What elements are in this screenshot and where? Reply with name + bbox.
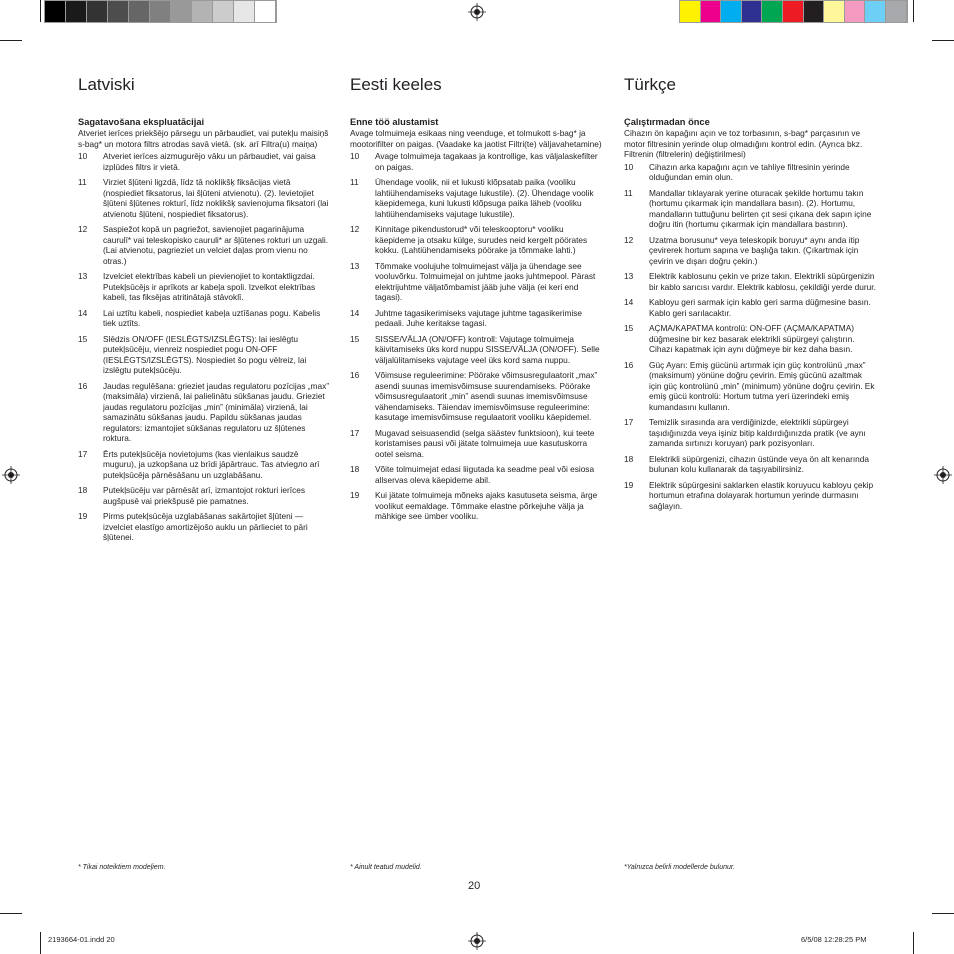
color-swatch [865,1,886,22]
step-text: AÇMA/KAPATMA kontrolü: ON-OFF (AÇMA/KAPATMA) düğmesine bir kez basarak elektrikli süpürgeyi çalıştırın. Cihazı kapatmak için aynı düğmeye bir kez daha basın. [649,323,855,354]
step-number: 14 [78,307,88,318]
step-text: Temizlik sırasında ara verdiğinizde, elektrikli süpürgeyi taşıdığınızda veya işiniz bitip kaldırdığınızda pratik (ve aynı zamanda sırtınızı koruyan) park pozisyonları. [649,417,866,448]
color-swatch [255,1,276,22]
color-swatch [213,1,234,22]
step-text: Pirms putekļsūcēja uzglabāšanas sakārtojiet šļūteni — izvelciet elastīgo amortizējošo auklu un pārlieciet to pāri šļūtenei. [103,511,308,542]
step-number: 12 [78,224,88,234]
step-text: Kui jätate tolmuimeja mõneks ajaks kasutuseta seisma, ärge voolikut eemaldage. Tõmmake elastne põrkejuhe välja ja mähkige see ümber vooliku. [375,490,598,521]
step-item [78,511,330,543]
step-number: 15 [624,323,634,333]
step-item [624,271,876,292]
color-swatch [721,1,742,22]
step-text: Uzatma borusunu* veya teleskopik boruyu* aynı anda itip çevirerek hortum sapına ve başlığa takın. (Çıkartmak için çevirin ve dışarı doğru çekin.) [649,234,860,266]
section-title: Enne töö alustamist [350,117,439,127]
step-text: Ühendage voolik, nii et lukusti klõpsatab paika (vooliku lahtiühendamiseks vajutage lukustile). (2). Ühendage voolik käepidemega, kuni lukusti klõpsuga paika läheb (vooliku lahtiühendamiseks vajutage lukustile). [375,177,594,219]
step-item [624,297,876,318]
step-item [350,334,602,366]
step-number: 18 [350,464,360,474]
step-text: Mandallar tıklayarak yerine oturacak şekilde hortumu takın (hortumu çıkarmak için mandallara basın). (2). Hortumu, mandalların tuttuğunu belirten çıt sesi çıkana dek sapın içine doğru itin (hortumu çıkarmak için mandallara bastırın). [649,187,872,229]
step-text: Jaudas regulēšana: grieziet jaudas regulatoru pozīcijas „max” (maksimāla) virzienā, lai palielinātu sūkšanas jaudu. Grieziet jaudas regulatoru pozīcijas „min” (minimāla) virzienā, lai samazinātu sūkšanas jaudu. Papildu sūkšanas jaudas regulators: izmantojiet sūkšanas regulatoru uz šļūtenes roktura. [103,380,329,443]
color-swatch [804,1,825,22]
step-text: Lai uztītu kabeli, nospiediet kabeļa uztīšanas pogu. Kabelis tiek uztīts. [103,307,321,328]
intro-paragraph: Avage tolmuimeja esikaas ning veenduge, et tolmukott s-bag* ja mootorifilter on paigas. (Vaadake ka jaotist Filtri(te) väljavahetamine) [350,128,602,149]
step-item [350,224,602,256]
step-item [78,485,330,506]
step-number: 18 [624,453,634,464]
step-item [624,188,876,230]
step-item [624,454,876,475]
step-item [350,428,602,460]
grayscale-color-bar [44,0,277,23]
step-item [78,334,330,376]
language-heading: Türkçe [624,75,676,94]
color-swatch [129,1,150,22]
crop-mark [913,0,914,22]
step-text: Kinnitage pikendustorud* või teleskooptoru* vooliku käepideme ja otsaku külge, surudes neid kergelt pöörates kokku. (Lahtiühendamiseks pöörake ja tõmmake lahti.) [375,224,588,255]
step-text: Ērts putekļsūcēja novietojums (kas vienlaikus saudzē muguru), ja uzkopšana uz brīdi jāpārtrauc. Tas atviegло arī putekļsūcēja pārnēsāšanu un uzglabāšanu. [103,448,320,480]
intro-paragraph: Cihazın ön kapağını açın ve toz torbasının, s-bag* parçasının ve motor filtresinin yerinde olup olmadığını kontrol edin. (Ayrıca bkz. Filtrenin (filtrelerin) değiştirilmesi) [624,128,863,159]
color-swatch [150,1,171,22]
color-swatch [680,1,701,22]
step-number: 16 [624,359,634,370]
step-item [624,235,876,267]
step-number: 13 [624,271,634,281]
step-item [350,261,602,303]
step-number: 13 [78,271,88,281]
step-number: 16 [78,380,88,391]
step-text: Elektrik süpürgesini saklarken elastik koruyucu kabloyu çekip hortumun etrafına dolayarak hortumun yerinde durmasını sağlayın. [649,479,874,511]
crop-mark [932,40,954,41]
step-item [624,480,876,512]
step-list [624,162,876,512]
color-swatch [886,1,907,22]
step-text: Güç Ayarı: Emiş gücünü artırmak için güç kontrolünü „max” (maksimum) yönüne doğru çevirin. Emiş gücünü azaltmak için güç kontrolünü „min” (minimum) yönüne doğru çevirin. Ek emiş gücü kontrolü: Hortum tutma yeri üzerindeki emiş kumandasını kullanın. [649,359,875,412]
step-number: 12 [350,224,360,234]
step-text: Kabloyu geri sarmak için kablo geri sarma düğmesine basın. Kablo geri sarılacaktır. [649,297,871,318]
column-latvian [78,75,330,548]
step-item [78,449,330,481]
step-text: Slēdzis ON/OFF (IESLĒGTS/IZSLĒGTS): lai ieslēgtu putekļsūcēju, vienreiz nospiediet pogu ON-OFF (IESLĒGTS/IZSLĒGTS). Nospiediet šo pogu vēlreiz, lai izslēgtu putekļsūcēju. [103,333,307,375]
step-item [350,308,602,329]
step-number: 10 [350,151,360,161]
step-number: 17 [350,427,360,438]
step-text: Elektrik kablosunu çekin ve prize takın. Elektrikli süpürgenizin bir kablo sarıcısı vardır. Elektrik kablosu, çekildiği yerde durur. [649,271,876,292]
color-swatch [192,1,213,22]
step-number: 13 [350,260,360,271]
color-swatch [783,1,804,22]
registration-mark-icon [934,466,952,484]
color-swatch [742,1,763,22]
page-number: 20 [468,880,481,892]
process-color-bar [679,0,908,23]
step-number: 10 [624,161,634,172]
intro-paragraph: Atveriet ierīces priekšējo pārsegu un pārbaudiet, vai putekļu maisiņš s-bag* un motora filtrs atrodas savā vietā. (sk. arī Filtra(u) maiņa) [78,128,329,149]
step-text: Mugavad seisuasendid (selga säästev funktsioon), kui teete koristamises pausi või jätate tolmuimeja uue kasutuskorra ootel seisma. [375,427,595,459]
step-text: Avage tolmuimeja tagakaas ja kontrollige, kas väljalaskefilter on paigas. [375,151,598,172]
step-text: Saspiežot kopā un pagriežot, savienojiet pagarinājuma caurulī* vai teleskopisko cauruli* ar šļūtenes rokturi un uzgali. (Lai atvienotu, pagrieziet un velciet daļas prom vienu no otras.) [103,224,329,266]
step-number: 19 [78,511,88,521]
crop-mark [913,932,914,954]
step-item [350,177,602,219]
step-item [78,271,330,303]
step-item [78,308,330,329]
step-number: 14 [350,307,360,318]
section-title: Çalıştırmadan önce [624,117,710,127]
step-number: 19 [624,479,634,490]
step-text: SISSE/VÄLJA (ON/OFF) kontroll: Vajutage tolmuimeja käivitamiseks üks kord nuppu SISSE/VÄLJA (ON/OFF). Selle väljalülitamiseks vajutage veel üks kord sama nuppu. [375,333,600,365]
crop-mark [932,913,954,914]
step-item [78,177,330,219]
step-item [350,151,602,172]
step-number: 12 [624,234,634,245]
language-heading: Latviski [78,75,135,94]
registration-mark-icon [2,466,20,484]
step-text: Cihazın arka kapağını açın ve tahliye filtresinin yerinde olduğundan emin olun. [649,161,850,182]
color-swatch [234,1,255,22]
crop-mark [0,40,22,41]
step-item [350,490,602,522]
color-swatch [845,1,866,22]
step-text: Izvelciet elektrības kabeli un pievienojiet to kontaktligzdai. Putekļsūcējs ir aprīkots ar kabeļa spoli. Izvelkot elektrības kabeli, tas fiksējas atritinātajā stāvoklī. [103,271,316,302]
step-item [624,323,876,355]
language-heading: Eesti keeles [350,75,442,94]
column-estonian [350,75,602,527]
color-swatch [762,1,783,22]
step-text: Võimsuse reguleerimine: Pöörake võimsusregulaatorit „max” asendi suunas imemisvõimsuse suurendamiseks. Pöörake võimsusregulaatorit „min” asendi suunas imemisvõimsuse vähendamiseks. Täiendav imemisvõimsuse reguleerimine: kasutage imemisvõimsuse regulaatorit vooliku käepidemel. [375,370,598,422]
color-swatch [66,1,87,22]
step-number: 15 [78,333,88,344]
step-number: 11 [78,177,87,187]
color-swatch [824,1,845,22]
step-text: Juhtme tagasikerimiseks vajutage juhtme tagasikerimise pedaali. Juhe keritakse tagasi. [375,307,583,328]
step-item [624,162,876,183]
column-turkish [624,75,876,516]
footnote: *Yalnızca belirli modellerde bulunur. [624,864,735,871]
crop-mark [40,0,41,22]
step-item [624,417,876,449]
step-item [78,151,330,172]
crop-mark [0,913,22,914]
color-swatch [171,1,192,22]
step-item [78,381,330,444]
step-item [78,224,330,266]
slug-timestamp: 6/5/08 12:28:25 PM [801,935,867,944]
step-text: Virziet šļūteni ligzdā, līdz tā noklikšķ fiksācijas vietā (nospiediet fiksatorus, lai šļūteni atvienotu). (2). Ievietojiet šļūteni šļūtenes rokturī, līdz noklikšķ savienojuma fiksatori (lai atvienotu šļūteni, nospiediet fiksatorus). [103,177,329,219]
crop-mark [40,932,41,954]
step-number: 11 [350,177,359,187]
step-text: Elektrikli süpürgenizi, cihazın üstünde veya ön alt kenarında bulunan kolu kullanarak da taşıyabilirsiniz. [649,453,869,474]
slug-file-info: 2193664-01.indd 20 [48,935,115,944]
color-swatch [45,1,66,22]
step-item [350,464,602,485]
registration-mark-icon [468,932,486,950]
footnote: * Tikai noteiktiem modeļiem. [78,864,166,871]
step-list [78,151,330,543]
step-text: Atveriet ierīces aizmugurējo vāku un pārbaudiet, vai gaisa izplūdes filtrs ir vietā. [103,151,316,172]
step-list [350,151,602,522]
step-text: Tõmmake voolujuhe tolmuimejast välja ja ühendage see vooluvõrku. Tolmuimejal on juhtme jaoks juhtmepool. Pärast elektrijuhtme väljatõmbamist jääb juhe välja (ei keri end tagasi). [375,260,596,302]
step-number: 18 [78,485,88,495]
color-swatch [701,1,722,22]
step-item [350,370,602,423]
step-number: 17 [624,417,634,427]
step-number: 16 [350,370,360,380]
color-swatch [108,1,129,22]
step-number: 17 [78,448,88,459]
section-title: Sagatavošana ekspluatācijai [78,117,205,127]
step-number: 19 [350,490,360,500]
step-item [624,360,876,413]
step-number: 10 [78,151,88,161]
color-swatch [87,1,108,22]
footnote: * Ainult teatud mudelid. [350,864,422,871]
registration-mark-icon [468,3,486,21]
step-text: Võite tolmuimejat edasi liigutada ka seadme peal või esiosa allservas oleva käepideme abil. [375,464,595,485]
step-text: Putekļsūcēju var pārnēsāt arī, izmantojot rokturi ierīces augšpusē vai priekšpusē pie pamatnes. [103,485,305,506]
step-number: 15 [350,333,360,344]
step-number: 14 [624,297,634,307]
step-number: 11 [624,187,633,198]
